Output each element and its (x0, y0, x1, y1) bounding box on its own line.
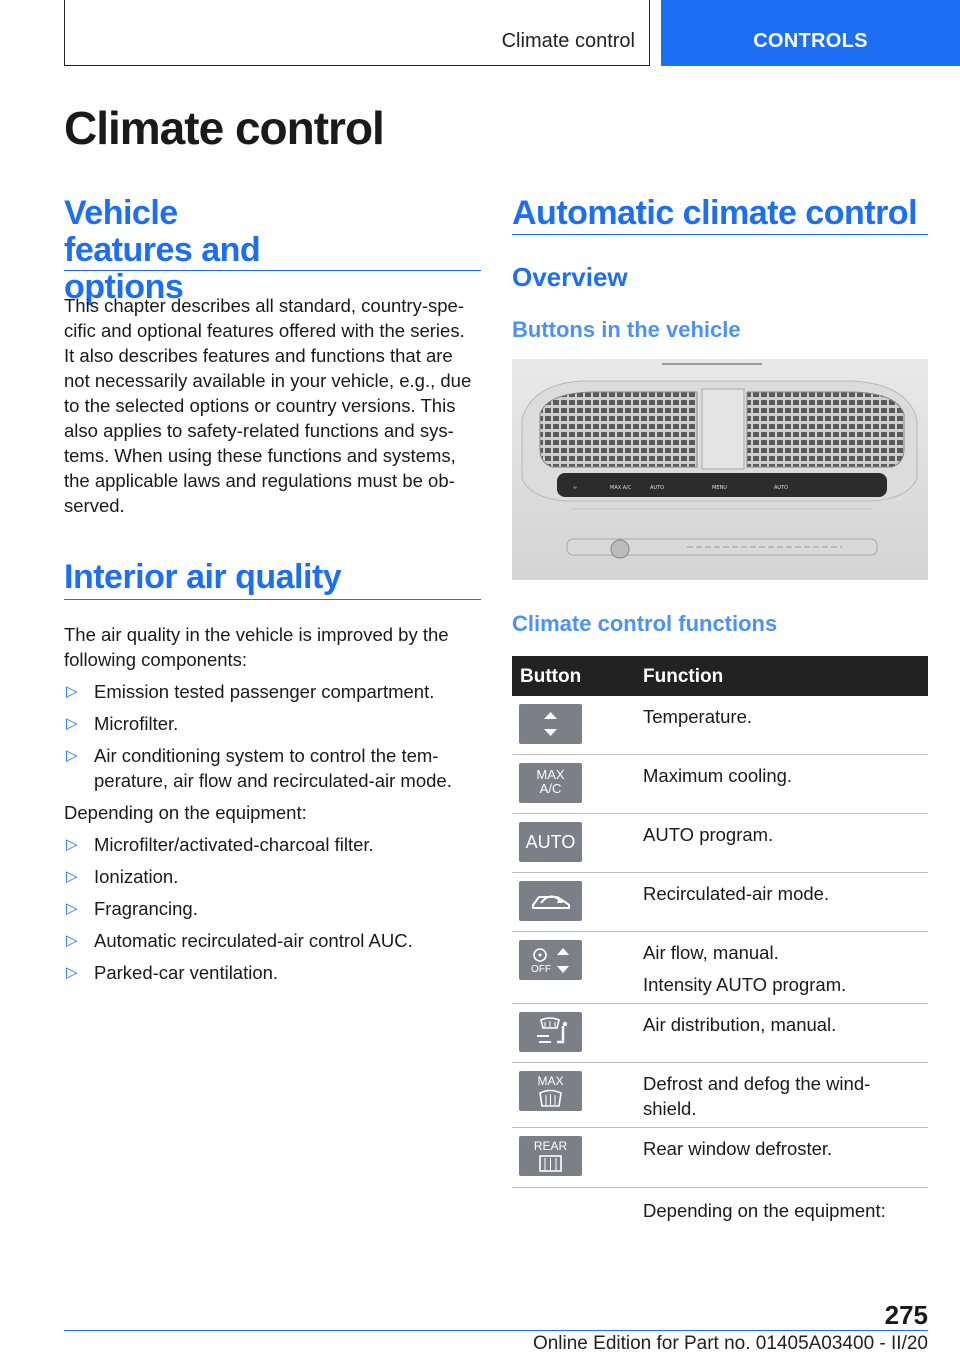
list-item: ▷ Parked-car ventilation. (66, 962, 279, 983)
list-item: ▷ Fragrancing. (66, 898, 198, 919)
auto-icon: AUTO (519, 822, 582, 862)
equipment-intro: Depending on the equipment: (64, 802, 307, 823)
table-row (512, 1128, 928, 1188)
functions-heading: Climate control functions (512, 611, 778, 636)
header-section-box (64, 0, 650, 66)
table-row (512, 873, 928, 932)
svg-text:MAX A/C: MAX A/C (610, 485, 632, 491)
buttons-heading: Buttons in the vehicle (512, 317, 741, 342)
list-item: ▷ Ionization. (66, 866, 179, 887)
column-header-function: Function (643, 666, 724, 687)
recirculation-car-icon (519, 881, 582, 921)
header-section-title: Climate control (501, 30, 635, 52)
bullet-triangle-icon: ▷ (66, 900, 78, 917)
list-item: ▷ Microfilter. (66, 713, 179, 734)
footer-rule (64, 1330, 928, 1331)
air-quality-list (64, 679, 481, 985)
rear-defrost-icon: REAR (519, 1136, 582, 1176)
edition-note: Online Edition for Part no. 01405A03400 - II/20 (532, 1333, 928, 1354)
table-row (512, 696, 928, 755)
max-ac-icon: MAX A/C (519, 763, 582, 803)
header-chapter-label: CONTROLS (753, 30, 868, 52)
svg-text:AUTO: AUTO (650, 485, 665, 491)
page-title: Climate control (64, 102, 384, 154)
fan-off-icon: OFF (519, 940, 582, 980)
table-row (512, 932, 928, 1004)
table-row (512, 1004, 928, 1063)
function-text: Air flow, manual. Intensity AUTO program. (643, 942, 847, 995)
svg-text:AUTO: AUTO (774, 485, 789, 491)
header-chapter-tab[interactable] (661, 0, 960, 66)
auto-climate-heading: Automatic climate control (512, 194, 918, 232)
function-text: Rear window defroster. (643, 1138, 833, 1159)
table-row (512, 1063, 928, 1128)
list-item: ▷ Emission tested passenger compartment. (66, 681, 435, 702)
climate-functions-table (512, 656, 928, 1228)
climate-panel-photo (512, 359, 928, 580)
features-rule (64, 270, 481, 271)
features-heading: Vehicle features and options (64, 194, 261, 306)
svg-text:≈: ≈ (573, 485, 578, 491)
features-paragraph: This chapter describes all standard, country-spe- cific and optional features offered with the series. It also describes features and functions that are not necessarily available in your vehicle, e.g., due to the selected options or country versions. This also applies to safety-related functions and sys- tems. When using these functions and systems, the applicable laws and regulations must be ob- served. (64, 295, 472, 516)
table-header (512, 656, 928, 696)
function-text: Air distribution, manual. (643, 1014, 837, 1035)
column-header-button: Button (520, 666, 582, 687)
list-item: ▷ Automatic recirculated-air control AUC. (66, 930, 413, 951)
max-defrost-icon: MAX (519, 1071, 582, 1111)
air-distribution-icon (519, 1012, 582, 1052)
bullet-triangle-icon: ▷ (66, 868, 78, 885)
bullet-triangle-icon: ▷ (66, 683, 78, 700)
bullet-triangle-icon: ▷ (66, 964, 78, 981)
bullet-triangle-icon: ▷ (66, 715, 78, 732)
auto-climate-rule (512, 234, 928, 235)
table-row (512, 755, 928, 814)
table-row (512, 1188, 928, 1228)
function-text: Depending on the equipment: (643, 1200, 886, 1221)
function-text: Temperature. (643, 706, 752, 727)
bullet-triangle-icon: ▷ (66, 747, 78, 764)
function-text: Recirculated-air mode. (643, 883, 830, 904)
temperature-arrows-icon (519, 704, 582, 744)
air-quality-intro: The air quality in the vehicle is improved by the following components: (64, 624, 449, 670)
bullet-triangle-icon: ▷ (66, 836, 78, 853)
overview-heading: Overview (512, 262, 628, 292)
table-row (512, 814, 928, 873)
function-text: AUTO program. (643, 824, 774, 845)
bullet-triangle-icon: ▷ (66, 932, 78, 949)
list-item: ▷ Air conditioning system to control the tem- perature, air flow and recirculated-air mode. (66, 745, 452, 791)
list-item: ▷ Microfilter/activated-charcoal filter. (66, 834, 374, 855)
features-section (64, 195, 481, 306)
function-text: Maximum cooling. (643, 765, 793, 786)
air-quality-heading: Interior air quality (64, 558, 342, 596)
svg-text:MENU: MENU (712, 485, 727, 491)
air-quality-rule (64, 599, 481, 600)
page-number: 275 (884, 1300, 928, 1330)
function-text: Defrost and defog the wind- shield. (643, 1073, 871, 1119)
